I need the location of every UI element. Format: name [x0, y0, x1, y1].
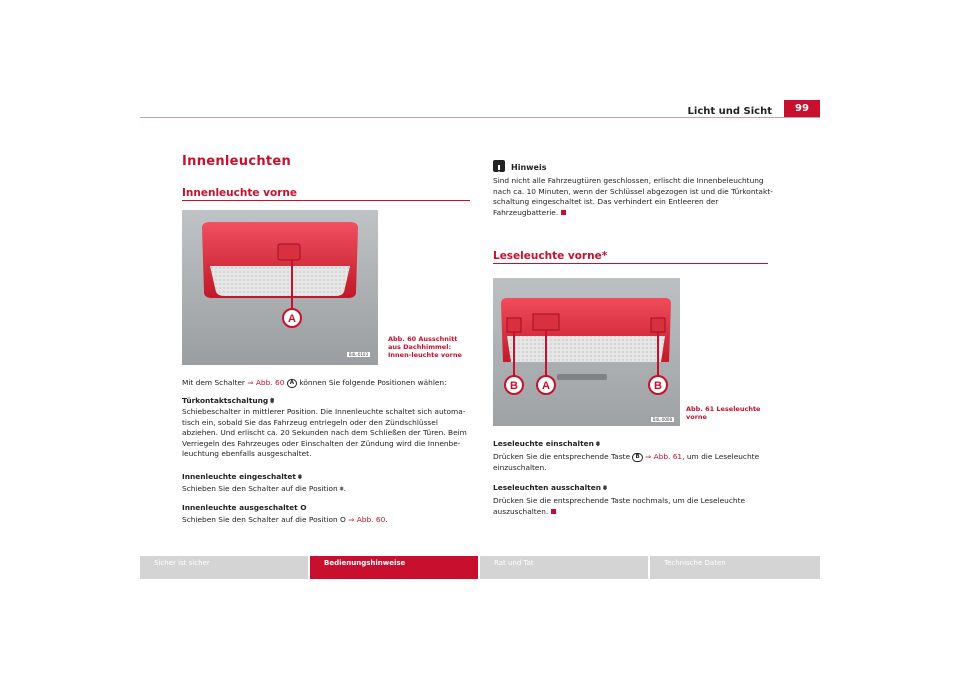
badge-b: B — [632, 453, 642, 462]
hinweis-title: Hinweis — [511, 163, 547, 172]
svg-text:A: A — [542, 380, 550, 392]
svg-text:B: B — [654, 380, 662, 392]
eingeschaltet-text: Schieben Sie den Schalter auf die Position ⩨. — [182, 484, 346, 493]
tuerkontakt-text: Schiebeschalter in mittlerer Position. Die Innenleuchte schaltet sich automa-tisch ein, sobald Sie das Fahrzeug entriegeln oder den Zündschlüssel abziehen. Und erlischt ca. 20 Sekunden nach dem Schließen der Türen. Beim Verriegeln des Fahrzeuges oder Einschalten der Zündung wird die Innenbe-leuchtung ebenfalls ausgeschaltet. — [182, 407, 467, 458]
light-on-icon-inline: ⩨ — [339, 485, 344, 493]
light-on-icon: ⩨ — [297, 473, 302, 481]
figure-code: B4L-0103 — [348, 352, 368, 357]
badge-a: A — [287, 379, 297, 388]
figure-caption-60: Abb. 60 Ausschnitt aus Dachhimmel: Innen-leuchte vorne — [388, 335, 462, 359]
tuerkontakt-title: Türkontaktschaltung ⩩ — [182, 396, 274, 405]
svg-text:A: A — [288, 313, 296, 325]
reading-light-off-icon: ⩨ — [602, 484, 607, 492]
lese-ein-text: Drücken Sie die entsprechende Taste B ⇒ Abb. 61, um die Leseleuchte einzuschalten. — [493, 452, 760, 472]
ausgeschaltet-text: Schieben Sie den Schalter auf die Position O ⇒ Abb. 60. — [182, 515, 388, 524]
figure-leseleuchte — [493, 278, 680, 426]
header-title: Licht und Sicht — [687, 106, 772, 117]
page-number: 99 — [784, 100, 820, 118]
intro-paragraph: Mit dem Schalter ⇒ Abb. 60 A können Sie folgende Positionen wählen: — [182, 378, 447, 387]
link-abb-61[interactable]: ⇒ Abb. 61 — [645, 452, 683, 461]
svg-text:B: B — [510, 380, 518, 392]
figure-innenleuchte-drawing — [182, 210, 378, 365]
figure-caption-61: Abb. 61 Leseleuchte vorne — [686, 405, 761, 421]
hinweis-icon — [493, 160, 505, 172]
ausgeschaltet-title: Innenleuchte ausgeschaltet O — [182, 503, 307, 512]
footer-tab-sicher[interactable]: Sicher ist sicher — [140, 556, 308, 579]
link-abb-60[interactable]: ⇒ Abb. 60 — [247, 378, 285, 387]
end-mark — [561, 210, 566, 215]
subsection-divider-right — [493, 263, 768, 264]
lese-ein-title: Leseleuchte einschalten ⩨ — [493, 439, 600, 448]
subsection-divider — [182, 200, 470, 201]
footer-tab-bedienung[interactable]: Bedienungshinweise — [310, 556, 478, 579]
header-divider — [140, 117, 820, 118]
lese-aus-title: Leseleuchten ausschalten ⩨ — [493, 483, 607, 492]
footer-tab-technik[interactable]: Technische Daten — [650, 556, 820, 579]
figure-leseleuchte-drawing — [493, 278, 680, 426]
section-title: Innenleuchten — [182, 154, 292, 169]
door-contact-icon: ⩩ — [270, 397, 274, 405]
end-mark-right — [551, 509, 556, 514]
link-abb-60-b[interactable]: ⇒ Abb. 60 — [348, 515, 386, 524]
lese-aus-text: Drücken Sie die entsprechende Taste nochmals, um die Leseleuchte auszuschalten. — [493, 496, 746, 516]
eingeschaltet-title: Innenleuchte eingeschaltet ⩨ — [182, 472, 302, 481]
reading-light-on-icon: ⩨ — [595, 440, 600, 448]
footer-tab-rat[interactable]: Rat und Tat — [480, 556, 648, 579]
figure-innenleuchte — [182, 210, 378, 365]
subsection-title-leseleuchte: Leseleuchte vorne* — [493, 250, 608, 262]
hinweis-text: Sind nicht alle Fahrzeugtüren geschlossen, erlischt die Innenbeleuchtung nach ca. 10 Minuten, wenn der Schlüssel abgezogen ist und die Türkontakt-schaltung eingeschaltet ist. Das verhindert ein Entleeren der Fahrzeugbatterie. — [493, 176, 773, 217]
figure-code-right: B4L-0008 — [652, 417, 672, 422]
subsection-title-innenleuchte: Innenleuchte vorne — [182, 187, 297, 199]
